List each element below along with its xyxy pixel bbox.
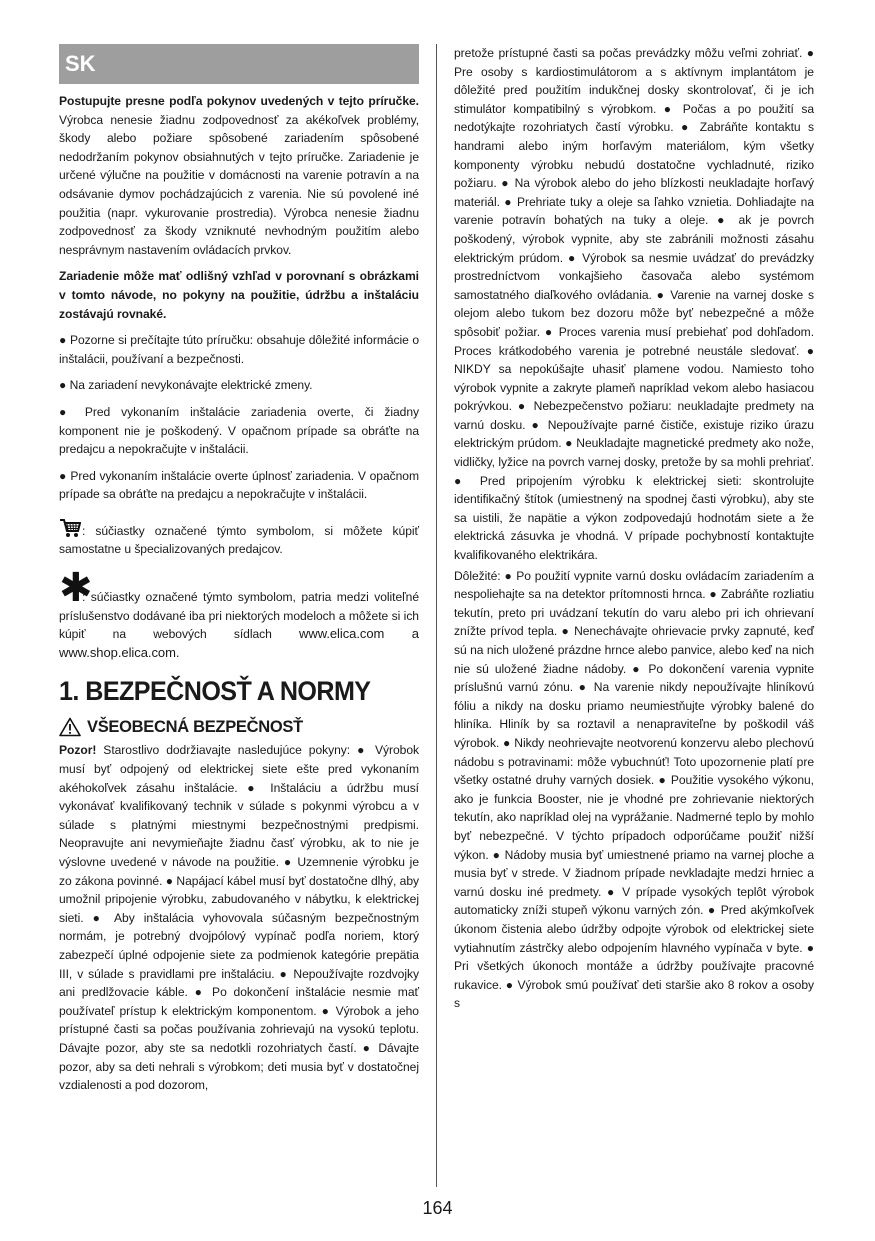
asterisk-icon: ✱ bbox=[59, 566, 93, 611]
safety-text: Starostlivo dodržiavajte nasledujúce pokyny: ● Výrobok musí byť odpojený od elektrickej siete ešte pred vykonaním akéhokoľvek zásahu inštalácie. ● Inštaláciu a údržbu musí vykonávať kvalifikovaný technik v súlade s pokynmi výrobcu a v súlade s platnými miestnymi bezpečnostnými predpismi. Neopravujte ani nevymieňajte žiadnu časť výrobku, ak to nie je výslovne uvedené v návode na použitie. ● Uzemnenie výrobku je zo zákona povinné. ● Napájací kábel musí byť dostatočne dlhý, aby umožnil pripojenie výrobku, zabudovaného v nábytku, k elektrickej sieti. ● Aby inštalácia vyhovovala súčasným bezpečnostným normám, je potrebný dvojpólový vypínač podľa noriem, ktorý zabezpečí úplné odpojenie siete za podmienok kategórie prepätia III, v súlade s pravidlami pre inštaláciu. ● Nepoužívajte rozdvojky ani predlžovacie káble. ● Po dokončení inštalácie nesmie mať používateľ prístup k elektrickým komponentom. ● Výrobok a jeho prístupné časti sa počas používania zohrievajú na vysokú teplotu. Dávajte pozor, aby ste sa nedotkli rozohriatych častí. ● Dávajte pozor, aby sa deti nehrali s výrobkom; deti musia byť v dostatočnej vzdialenosti a pod dozorom, bbox=[59, 743, 419, 1093]
bullet-check-completeness: ● Pred vykonaním inštalácie overte úplnosť zariadenia. V opačnom prípade sa obráťte na predajcu a nepokračujte v inštalácii. bbox=[59, 468, 419, 502]
safety-continued-paragraph: pretože prístupné časti sa počas prevádzky môžu veľmi zohriať. ● Pre osoby s kardiostimulátorom a s aktívnym implantátom je dôležité pred použitím indukčnej dosky skontrolovať, či je ich stimulátor kompatibilný s výrobkom. ● Počas a po použití sa nedotýkajte rozohriatych častí výrobku. ● Zabráňte kontaktu s handrami alebo iným horľavým materiálom, kým všetky komponenty výrobku nebudú dostatočne vychladnuté, riziko požiaru. ● Na výrobok alebo do jeho blízkosti neukladajte horľavý materiál. ● Prehriate tuky a oleje sa ľahko vznietia. Dohliadajte na varenie potravín bohatých na tuky a oleje. ● ak je povrch poškodený, výrobok vypnite, aby ste zabránili možnosti zásahu elektrickým prúdom. ● Výrobok sa nesmie uvádzať do prevádzky prostredníctvom vonkajšieho časovača alebo systémom samostatného diaľkového ovládania. ● Varenie na varnej doske s olejom alebo tukom bez dozoru môže byť nebezpečné a môže spôsobiť požiar. ● Proces varenia musí prebiehať pod dohľadom. Proces krátkodobého varenia je potrebné neustále sledovať. ● NIKDY sa nepokúšajte uhasiť plamene vodou. Namiesto toho výrobok vypnite a zakryte plameň napríklad vekom alebo hasiacou pokrývkou. ● Nebezpečenstvo požiaru: neukladajte predmety na varnú dosku. ● Nepoužívajte parné čističe, existuje riziko úrazu elektrickým prúdom. ● Neukladajte magnetické predmety ako nože, vidličky, lyžice na povrch varnej dosky, pretože by sa mohli prehriať. ● Pred pripojením výrobku k elektrickej sieti: skontrolujte identifikačný štítok (umiestnený na spodnej časti výrobku), aby ste sa uistili, že napätie a výkon zodpovedajú hodnotám siete a že elektrická zásuvka je vhodná. V prípade pochybností kontaktujte kvalifikovaného elektrikára. bbox=[454, 46, 814, 563]
intro-bold-text: Postupujte presne podľa pokynov uvedených v tejto príručke. bbox=[59, 94, 419, 108]
important-paragraph: Dôležité: ● Po použití vypnite varnú dosku ovládacím zariadením a nespoliehajte sa na detektor prítomnosti hrnca. ● Zabráňte rozliatiu tekutín, preto pri uvádzaní tekutín do varu alebo pri ich ohrievaní znížte prívod tepla. ● Nenechávajte ohrievacie prvky zapnuté, keď sú na nich uložené prázdne hrnce alebo panvice, alebo keď na nich nie sú uložené žiadne nádoby. ● Po dokončení varenia vypnite príslušnú varnú zónu. ● Na varenie nikdy nepoužívajte hliníkovú fóliu a nikdy na dosku priamo neumiestňujte výrobky balené do hliníka. Hliník by sa roztavil a nenapraviteľne by poškodil váš výrobok. ● Nikdy neohrievajte neotvorenú konzervu alebo plechovú nádobu s potravinami: môže vybuchnúť! Toto upozornenie platí pre všetky ostatné druhy varných dosiek. ● Použitie vysokého výkonu, ako je funkcia Booster, nie je vhodné pre zohrievanie niektorých tekutín, ako napríklad olej na vyprážanie. Nadmerné teplo by mohlo byť nebezpečné. V týchto prípadoch odporúčame použiť nižší výkon. ● Nádoby musia byť umiestnené priamo na varnej ploche a musia byť v strede. V žiadnom prípade nevkladajte medzi hrniec a varnú dosku iné predmety. ● V prípade vysokých teplôt výrobok automaticky zníži stupeň výkonu varných zón. ● Pred akýmkoľvek úkonom čistenia alebo údržby odpojte výrobok od elektrickej siete vytiahnutím zástrčky alebo odpojením hlavného vypínača v byte. ● Pri všetkých úkonoch montáže a údržby používajte pracovné rukavice. ● Výrobok smú používať deti staršie ako 8 rokov a osoby s bbox=[454, 568, 814, 1011]
star-symbol-note bbox=[59, 566, 419, 662]
left-column bbox=[59, 44, 419, 1095]
intro-paragraph bbox=[59, 92, 419, 259]
bullet-check-components: ● Pred vykonaním inštalácie zariadenia overte, či žiadny komponent nie je poškodený. V opačnom prípade sa obráťte na predajcu a nepokračujte v inštalácii. bbox=[59, 404, 419, 457]
website-link-elica[interactable]: www.elica.com bbox=[299, 626, 385, 642]
subsection-title-text: VŠEOBECNÁ BEZPEČNOSŤ bbox=[87, 717, 303, 736]
language-header-bar bbox=[59, 44, 419, 84]
language-code: SK bbox=[65, 51, 96, 76]
subsection-title bbox=[59, 717, 419, 737]
website-link-end: . bbox=[175, 644, 180, 660]
shopping-cart-icon bbox=[59, 518, 81, 538]
warning-icon bbox=[59, 717, 81, 737]
star-symbol-text: : súčiastky označené týmto symbolom, patria medzi voliteľné príslušenstvo dodávané iba pri niektorých modeloch a môžete si ich kúpiť na webových sídlach bbox=[59, 590, 419, 642]
bullet-no-electrical-changes: ● Na zariadení nevykonávajte elektrické zmeny. bbox=[59, 378, 313, 393]
section-title: 1. BEZPEČNOSŤ A NORMY bbox=[59, 676, 371, 707]
bullet-read-manual: ● Pozorne si prečítajte túto príručku: obsahuje dôležité informácie o inštalácii, používaní a bezpečnosti. bbox=[59, 333, 419, 366]
cart-symbol-text: : súčiastky označené týmto symbolom, si môžete kúpiť samostatne u špecializovaných predajcov. bbox=[59, 523, 419, 557]
page-number: 164 bbox=[422, 1198, 453, 1218]
warning-label: Pozor! bbox=[59, 743, 97, 758]
cart-symbol-note bbox=[59, 518, 419, 559]
website-link-shop[interactable]: www.shop.elica.com bbox=[59, 644, 176, 660]
safety-paragraph bbox=[59, 741, 419, 1094]
appearance-note: Zariadenie môže mať odlišný vzhľad v porovnaní s obrázkami v tomto návode, no pokyny na použitie, údržbu a inštaláciu zostávajú rovnaké. bbox=[59, 269, 419, 321]
right-column bbox=[454, 44, 814, 1013]
website-link-separator: a bbox=[384, 626, 419, 642]
column-divider bbox=[436, 44, 437, 1187]
intro-text: Výrobca nenesie žiadnu zodpovednosť za akékoľvek problémy, škody alebo požiare spôsobené zariadením spôsobené nedodržaním pokynov obsiahnutých v tejto príručke. Zariadenie je určené výlučne na použitie v domácnosti na varenie potravín a na odsávanie dymov pochádzajúcich z varenia. Nie sú povolené iné použitia (napr. vykurovanie prostredia). Výrobca nenesie žiadnu zodpovednosť za škody vzniknuté nevhodným použitím alebo nesprávnym nastavením ovládacích prvkov. bbox=[59, 112, 419, 257]
